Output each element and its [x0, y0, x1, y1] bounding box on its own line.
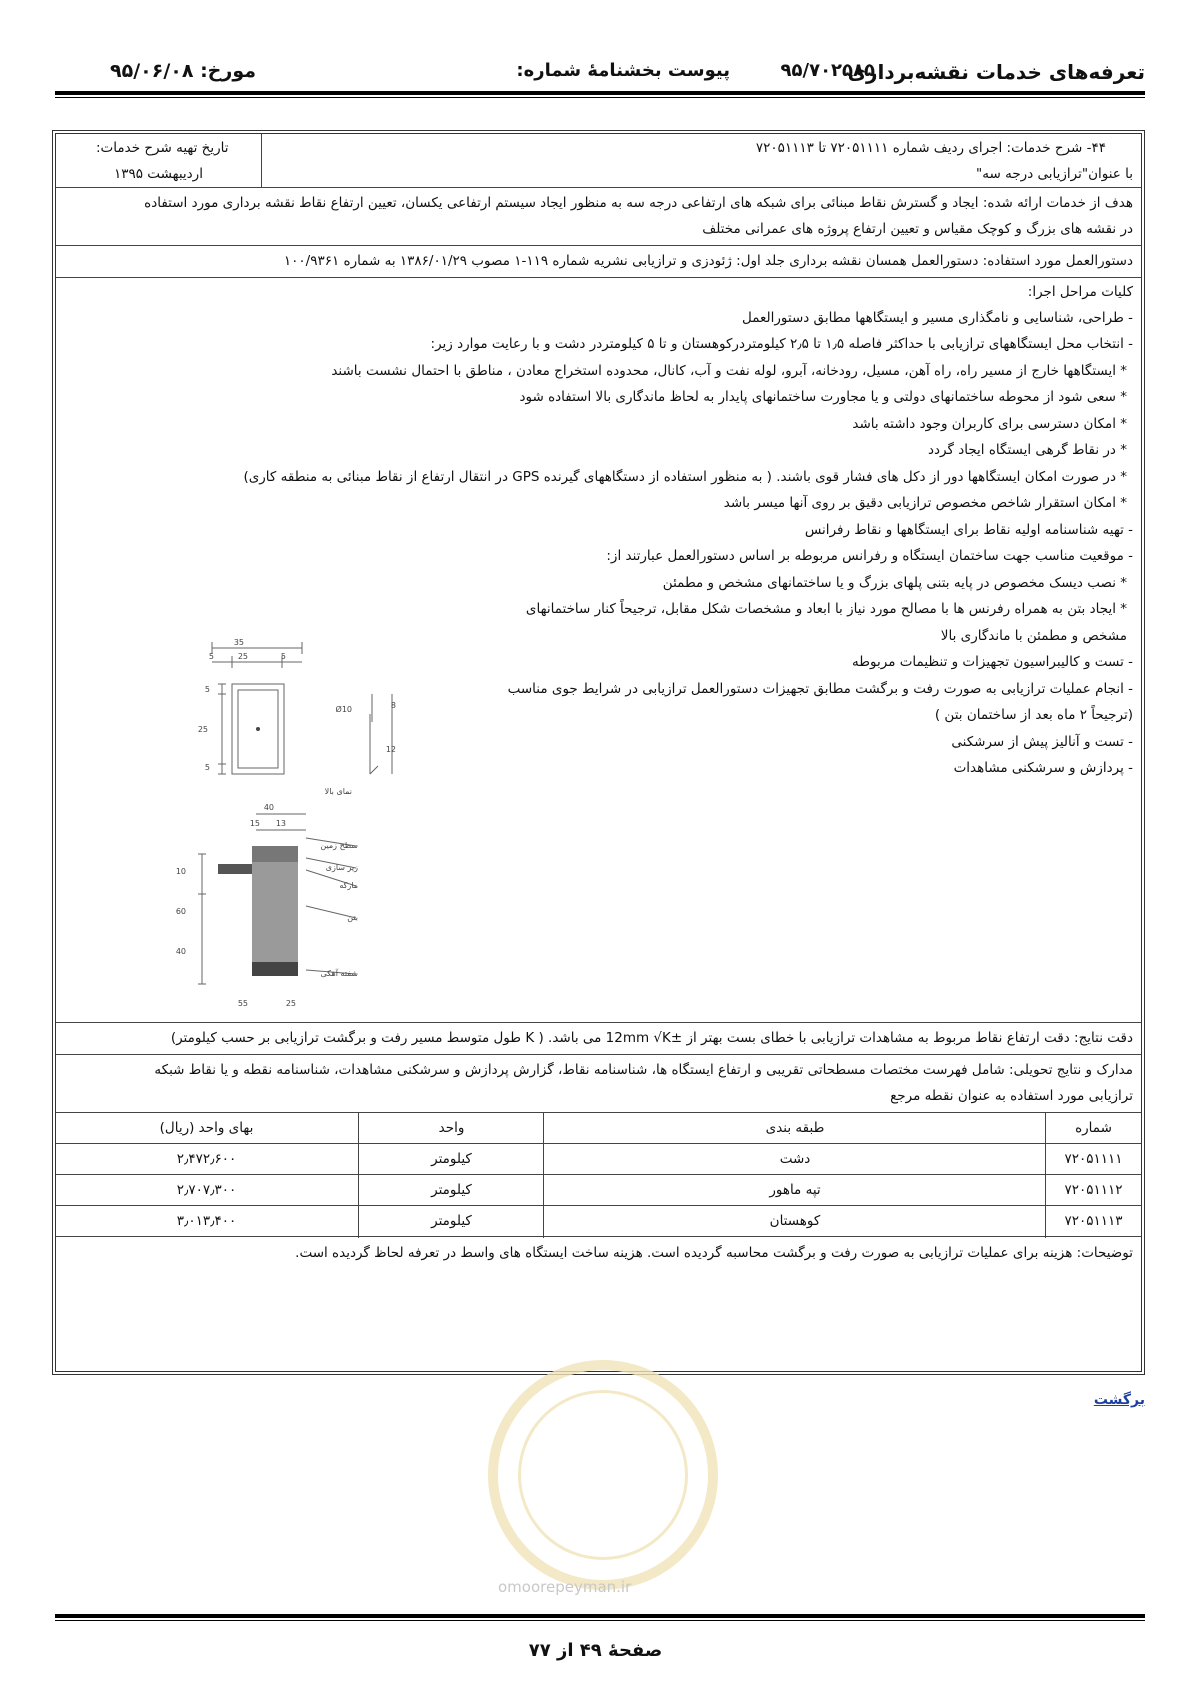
dim-label: 8: [390, 701, 396, 710]
notes-row: [56, 1237, 1141, 1280]
row-classification: تپه ماهور: [769, 1182, 821, 1198]
step-item: - تهیه شناسنامه اولیه نقاط برای ایستگاهها و نقاط رفرانس: [804, 522, 1133, 538]
watermark-text: omoorepeyman.ir: [498, 1578, 632, 1596]
marker-block: [252, 846, 298, 862]
row-unit: کیلومتر: [431, 1213, 472, 1229]
dim-label: 10: [175, 867, 186, 876]
step-subitem: * در نقاط گرهی ایستگاه ایجاد گردد: [928, 442, 1127, 458]
marker-point: [256, 727, 260, 731]
step-item: - پردازش و سرشکنی مشاهدات: [953, 760, 1133, 776]
step-subitem: * امکان استقرار شاخص مخصوص ترازیابی دقیق بر روی آنها میسر باشد: [723, 495, 1127, 511]
row-code: ۷۲۰۵۱۱۱۲: [1064, 1182, 1123, 1198]
row-unit: کیلومتر: [431, 1151, 472, 1167]
lime-base: [252, 962, 298, 976]
dim-label: 5: [204, 763, 210, 772]
goal-line1: هدف از خدمات ارائه شده: ایجاد و گسترش نقاط مبنائی برای شبکه های ارتفاعی درجه سه به منظور ایجاد سیستم ارتفاعی یکسان، تعیین ارتفاع نقاط نقشه برداری مورد استفاده: [144, 195, 1133, 211]
table-row: [56, 1206, 1141, 1237]
dim-label: 13: [275, 819, 286, 828]
step-subitem: * ایجاد بتن به همراه رفرنس ها با مصالح مورد نیاز با ابعاد و مشخصات شکل مقابل، ترجیحاً کنار ساختمانهای: [525, 601, 1127, 617]
dim-label: 5: [208, 652, 214, 661]
dim-label: 55: [237, 999, 248, 1008]
plan-caption: نمای بالا: [324, 787, 352, 796]
step-item: - تست و آنالیز پیش از سرشکنی: [951, 734, 1133, 750]
section-label: بتن: [347, 913, 358, 922]
circular-reference-label: پیوست بخشنامهٔ شماره:: [516, 60, 730, 81]
manual-text: دستورالعمل مورد استفاده: دستورالعمل همسان نقشه برداری جلد اول: ژئودزی و ترازیابی نشریه شماره ۱۱۹-۱ مصوب ۱۳۸۶/۰۱/۲۹ به شماره ۱۰۰/۹۳۶۱: [283, 253, 1133, 269]
circular-number: ۹۵/۷۰۲۵۸۵: [780, 60, 875, 81]
dim-label: 40: [175, 947, 186, 956]
dim-label: 5: [280, 652, 286, 661]
service-description-frame: [52, 130, 1145, 1375]
dim-label: 5: [204, 685, 210, 694]
table-row: [56, 1144, 1141, 1175]
footer-rule: [55, 1614, 1145, 1618]
seal-stamp-inner: [518, 1390, 688, 1560]
page-header: [55, 60, 1145, 90]
header-unit-price: بهای واحد (ریال): [159, 1120, 254, 1136]
document-title: تعرفه‌های خدمات نقشه‌برداری: [847, 60, 1145, 84]
service-title-row: [56, 134, 1141, 188]
service-description-table: [55, 133, 1142, 1372]
service-date-value: اردیبهشت ۱۳۹۵: [114, 166, 203, 182]
deliverables-line1: مدارک و نتایج تحویلی: شامل فهرست مختصات مسطحاتی تقریبی و ارتفاع ایستگاه ها، شناسنامه نقاط، گزارش پردازش و سرشکنی مشاهدات، شناسنامه نقطه و یا نقاط شبکه: [154, 1062, 1133, 1078]
dim-label: 12: [385, 745, 396, 754]
benchmark-diagram: [156, 634, 446, 1044]
step-item: - انجام عملیات ترازیابی به صورت رفت و برگشت مطابق تجهیزات دستورالعمل ترازیابی در شرایط جوی مناسب: [507, 681, 1133, 697]
header-rule-thin: [55, 97, 1145, 98]
page-number: صفحهٔ ۴۹ از ۷۷: [528, 1640, 663, 1661]
dim-label: 25: [197, 725, 208, 734]
step-subitem: * ایستگاهها خارج از مسیر راه، راه آهن، مسیل، رودخانه، آبرو، لوله نفت و آب، کانال، محدوده استخراج معادن ، مناطق با احتمال نشست باشند: [331, 363, 1127, 379]
footer-rule-thin: [55, 1620, 1145, 1621]
row-classification: دشت: [779, 1151, 811, 1167]
step-item: - تست و کالیبراسیون تجهیزات و تنظیمات مربوطه: [852, 654, 1133, 670]
circular-date: مورخ: ۹۵/۰۶/۰۸: [110, 60, 256, 82]
table-row: [56, 1175, 1141, 1206]
row-classification: کوهستان: [769, 1213, 821, 1229]
row-code: ۷۲۰۵۱۱۱۳: [1064, 1213, 1123, 1229]
goal-line2: در نقشه های بزرگ و کوچک مقیاس و تعیین ارتفاع پروژه های عمرانی مختلف: [702, 221, 1133, 237]
table-divider: [1045, 1113, 1046, 1238]
dim-label: 25: [237, 652, 248, 661]
concrete-body: [252, 862, 298, 972]
manual-row: [56, 246, 1141, 278]
header-code: شماره: [1075, 1120, 1112, 1136]
row-price: ۲٫۷۰۷٫۳۰۰: [176, 1182, 237, 1198]
goal-row: [56, 188, 1141, 246]
service-date-label: تاریخ تهیه شرح خدمات:: [96, 140, 229, 156]
step-subitem: * امکان دسترسی برای کاربران وجود داشته باشد: [852, 416, 1127, 432]
step-subitem: * در صورت امکان ایستگاهها دور از دکل های فشار قوی باشند. ( به منظور استفاده از دستگاههای گیرنده GPS در انتقال ارتفاع از نقاط مبنائی به منطقه کاری): [243, 469, 1127, 485]
dim-label: 60: [175, 907, 186, 916]
row-price: ۲٫۴۷۲٫۶۰۰: [176, 1151, 237, 1167]
row-code: ۷۲۰۵۱۱۱۱: [1064, 1151, 1123, 1167]
header-classification: طبقه بندی: [765, 1120, 825, 1136]
table-divider: [543, 1113, 544, 1238]
service-title-line1: ۴۴- شرح خدمات: اجرای ردیف شماره ۷۲۰۵۱۱۱۱ تا ۷۲۰۵۱۱۱۳: [755, 140, 1106, 156]
table-divider: [358, 1113, 359, 1238]
section-label: مارکه: [339, 881, 358, 890]
step-subitem: * سعی شود از محوطه ساختمانهای دولتی و یا مجاورت ساختمانهای پایدار به لحاظ ماندگاری بالا استفاده شود: [519, 389, 1127, 405]
step-subitem: * نصب دیسک مخصوص در پایه بتنی پلهای بزرگ و یا ساختمانهای مشخص و مطمئن: [662, 575, 1127, 591]
accuracy-text: دقت نتایج: دقت ارتفاع نقاط مربوط به مشاهدات ترازیابی با خطای بست بهتر از ±12mm √K می باشد. ( K طول متوسط مسیر رفت و برگشت ترازیابی بر حسب کیلومتر): [170, 1030, 1133, 1046]
step-item: - انتخاب محل ایستگاههای ترازیابی با حداکثر فاصله ۱٫۵ تا ۲٫۵ کیلومتردرکوهستان و تا ۵ کیلومتردر دشت و با رعایت موارد زیر:: [430, 336, 1133, 352]
row-unit: کیلومتر: [431, 1182, 472, 1198]
back-link[interactable]: برگشت: [1093, 1392, 1145, 1408]
dim-label: 35: [233, 638, 244, 647]
service-title-line2: با عنوان"ترازیابی درجه سه": [976, 166, 1133, 182]
section-label: سطح زمین: [320, 841, 358, 850]
step-item: - موقعیت مناسب جهت ساختمان ایستگاه و رفرانس مربوطه بر اساس دستورالعمل عبارتند از:: [606, 548, 1133, 564]
row-price: ۳٫۰۱۳٫۴۰۰: [176, 1213, 237, 1229]
section-label: زیر سازی: [325, 863, 358, 872]
plan-view: [212, 642, 392, 774]
header-rule: [55, 91, 1145, 95]
notes-text: توضیحات: هزینه برای عملیات ترازیابی به صورت رفت و برگشت محاسبه گردیده است. هزینه ساخت ایستگاه های واسط در تعرفه لحاظ گردیده است.: [295, 1245, 1133, 1261]
step-item: - طراحی، شناسایی و نامگذاری مسیر و ایستگاهها مطابق دستورالعمل: [741, 310, 1133, 326]
price-table: [56, 1113, 1141, 1239]
dim-label: 40: [263, 803, 274, 812]
steps-heading: کلیات مراحل اجرا:: [1027, 284, 1133, 300]
deliverables-row: [56, 1055, 1141, 1113]
dim-label: 15: [249, 819, 260, 828]
service-title-cell: [261, 134, 262, 187]
step-item-continuation: (ترجیحاً ۲ ماه بعد از ساختمان بتن ): [934, 707, 1133, 723]
section-label: شفته آهکی: [320, 969, 358, 978]
dim-label: Ø10: [335, 705, 352, 714]
dim-label: 25: [285, 999, 296, 1008]
step-subitem-continuation: مشخص و مطمئن با ماندگاری بالا: [940, 628, 1127, 644]
header-unit: واحد: [438, 1120, 465, 1136]
deliverables-line2: ترازیابی مورد استفاده به عنوان نقطه مرجع: [890, 1088, 1133, 1104]
price-table-header: [56, 1113, 1141, 1144]
